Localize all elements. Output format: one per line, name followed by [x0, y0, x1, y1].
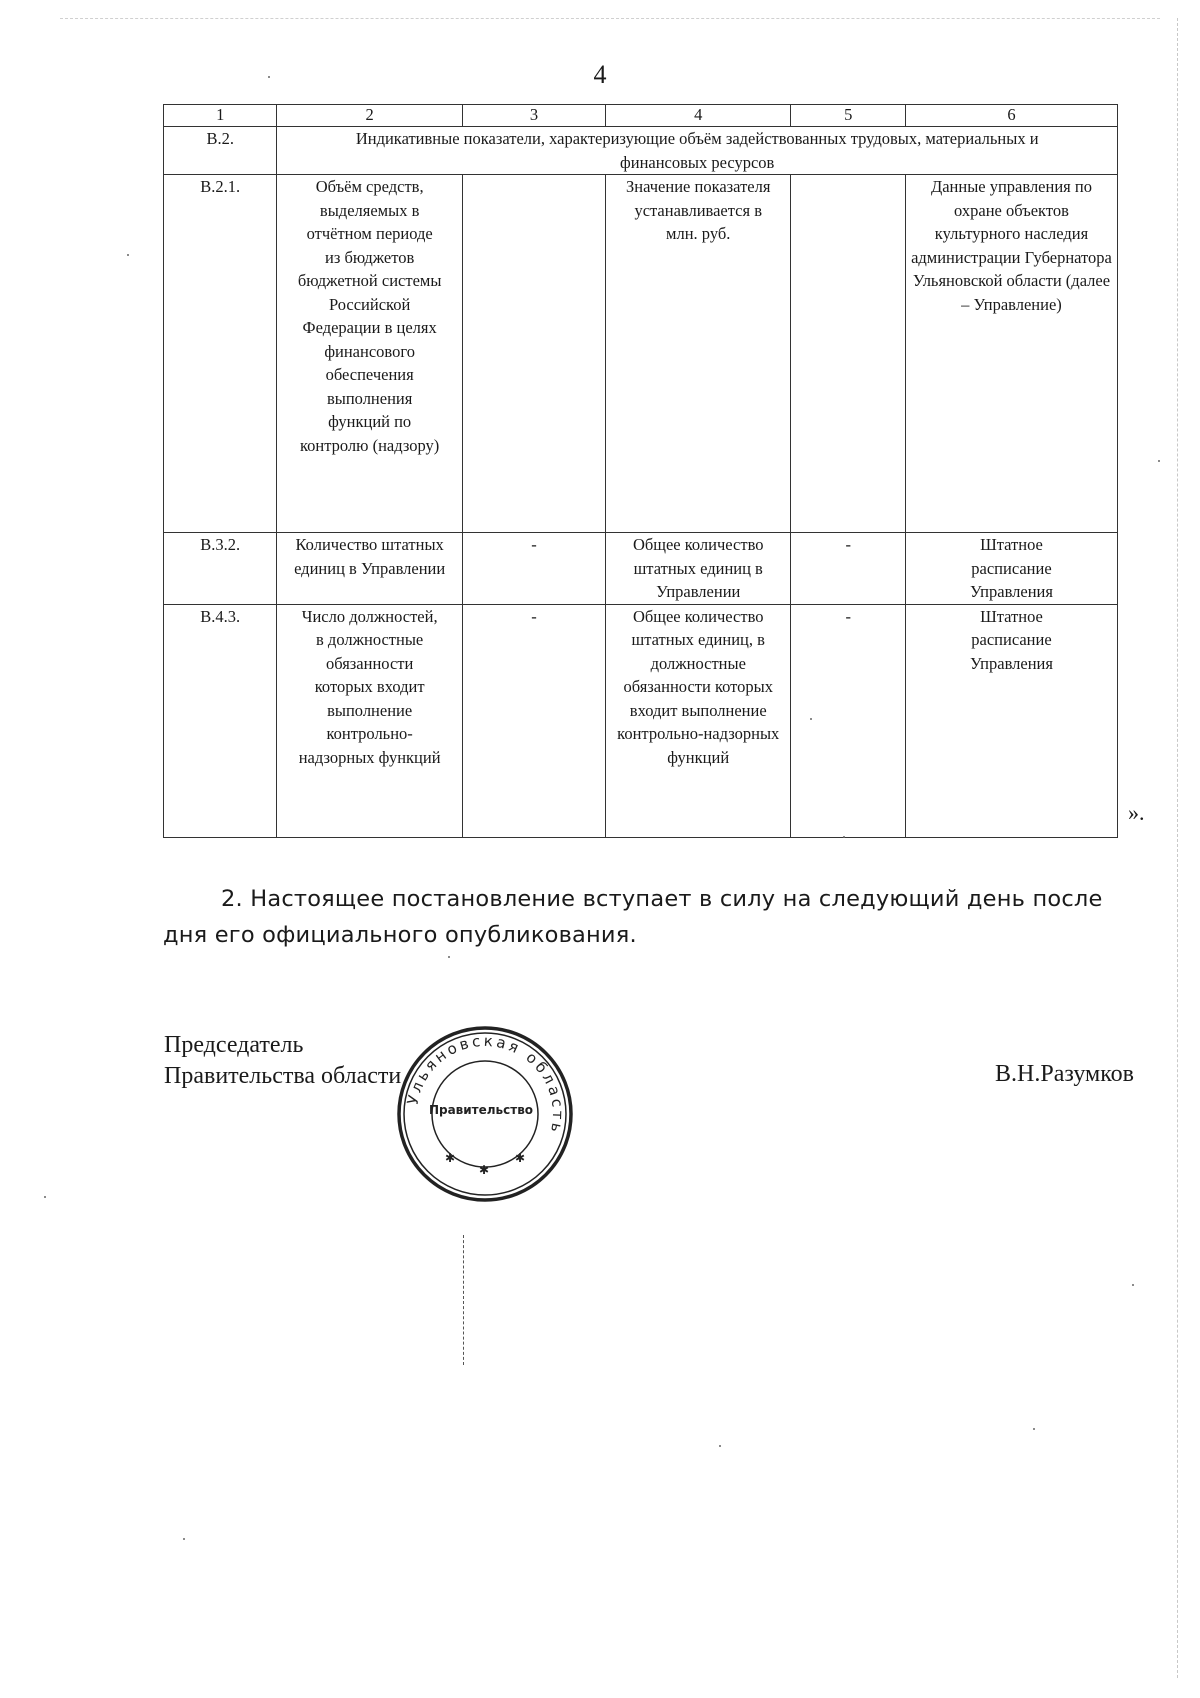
header-cell: 6	[905, 105, 1117, 127]
row-indicator-name: Количество штатных единиц в Управлении	[277, 533, 462, 605]
row-col5: -	[791, 533, 905, 605]
header-cell: 2	[277, 105, 462, 127]
closing-quote: ».	[1128, 800, 1145, 825]
effective-date-paragraph: 2. Настоящее постановление вступает в силу на следующий день после дня его официального опубликования.	[163, 885, 1103, 948]
scan-speck	[44, 1196, 46, 1198]
header-cell: 4	[605, 105, 790, 127]
table-row	[164, 604, 1118, 837]
row-calculation: Общее количество штатных единиц, в должностные обязанности которых входит выполнение контрольно-надзорных функций	[605, 604, 790, 837]
header-cell: 5	[791, 105, 905, 127]
row-code: В.3.2.	[164, 533, 277, 605]
row-code: В.4.3.	[164, 604, 277, 837]
table-row	[164, 533, 1118, 605]
seal-star-icon: ✱	[445, 1151, 456, 1165]
scan-speck	[183, 1538, 185, 1540]
scan-speck	[1158, 460, 1160, 462]
header-cell: 3	[462, 105, 605, 127]
seal-star-icon: ✱	[515, 1151, 526, 1165]
row-source: Штатное расписание Управления	[905, 533, 1117, 605]
scan-speck	[127, 254, 129, 256]
scan-speck	[268, 76, 270, 78]
row-col3: -	[462, 533, 605, 605]
row-calculation: Общее количество штатных единиц в Управлении	[605, 533, 790, 605]
seal-star-icon: ✱	[479, 1163, 490, 1177]
seal-center-text: Правительство	[428, 1103, 534, 1117]
row-col5	[791, 175, 905, 533]
section-title: Индикативные показатели, характеризующие объём задействованных трудовых, материальных и финансовых ресурсов	[277, 127, 1118, 175]
signer-title-line1: Председатель	[164, 1032, 304, 1058]
row-code: В.2.1.	[164, 175, 277, 533]
scan-speck	[719, 1445, 721, 1447]
header-cell: 1	[164, 105, 277, 127]
section-row	[164, 127, 1118, 175]
row-source: Штатное расписание Управления	[905, 604, 1117, 837]
page-right-edge	[1176, 18, 1178, 1678]
signer-title-line2: Правительства области	[164, 1063, 402, 1089]
row-source: Данные управления по охране объектов культурного наследия администрации Губернатора Ульяновской области (далее – Управление)	[905, 175, 1117, 533]
row-col5: -	[791, 604, 905, 837]
scan-speck	[448, 956, 450, 958]
section-code: В.2.	[164, 127, 277, 175]
row-calculation: Значение показателя устанавливается в млн. руб.	[605, 175, 790, 533]
signature-block	[164, 1030, 401, 1092]
official-seal	[393, 1022, 577, 1206]
scan-speck	[843, 836, 845, 838]
page-top-edge	[60, 18, 1160, 20]
indicators-table	[163, 104, 1118, 838]
scan-artifact-line	[463, 1235, 465, 1365]
seal-ring-text: Ульяновская область	[403, 1031, 568, 1137]
scan-speck	[1033, 1428, 1035, 1430]
row-indicator-name: Объём средств, выделяемых в отчётном периоде из бюджетов бюджетной системы Российской Федерации в целях финансового обеспечения выполнения функций по контролю (надзору)	[277, 175, 462, 533]
scan-speck	[810, 718, 812, 720]
page-number: 4	[593, 60, 607, 89]
row-col3: -	[462, 604, 605, 837]
table-header-row	[164, 105, 1118, 127]
row-indicator-name: Число должностей, в должностные обязанности которых входит выполнение контрольно-надзорных функций	[277, 604, 462, 837]
scan-speck	[1132, 1284, 1134, 1286]
signer-name: В.Н.Разумков	[995, 1061, 1134, 1087]
row-col3	[462, 175, 605, 533]
table-row	[164, 175, 1118, 533]
